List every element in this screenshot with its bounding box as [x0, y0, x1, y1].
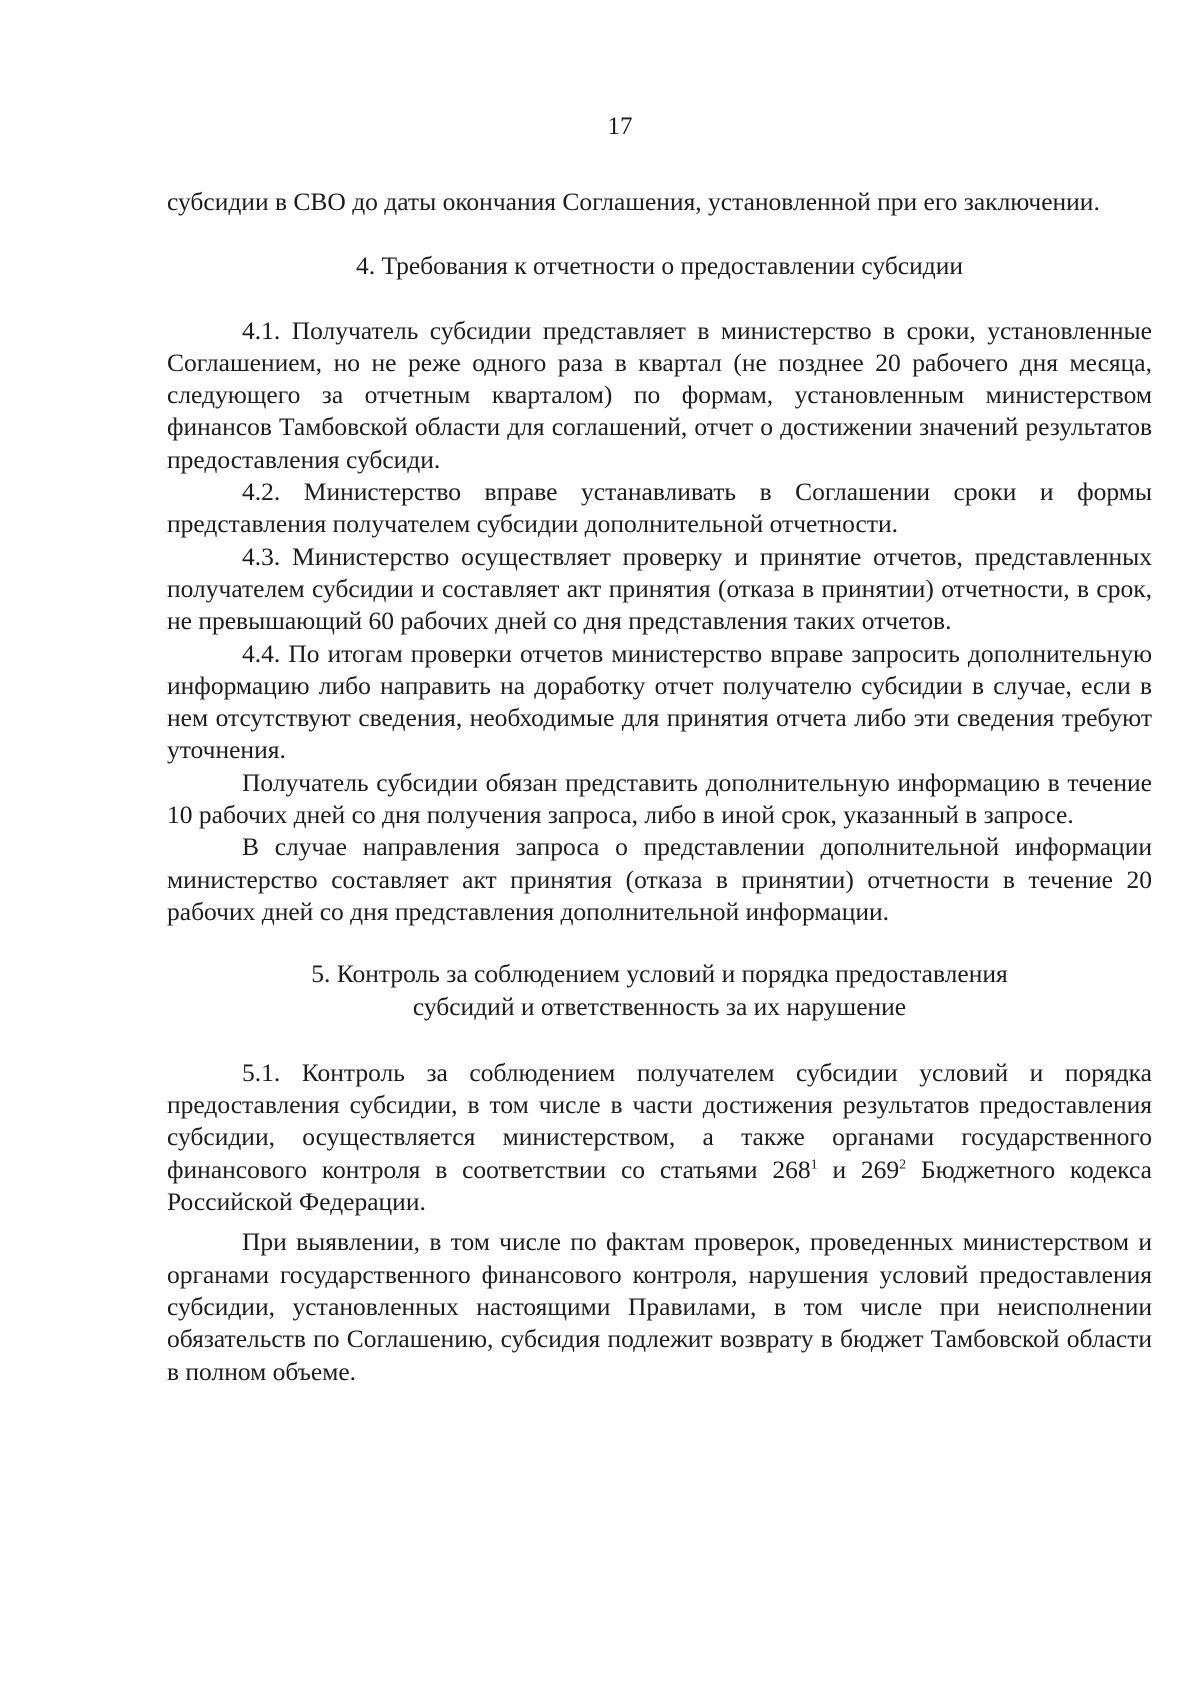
section-heading-5-line1: 5. Контроль за соблюдением условий и порядка предоставления	[311, 959, 1008, 989]
paragraph-4-4-additional: Получатель субсидии обязан представить дополнительную информацию в течение 10 рабочих дней со дня получения запроса, либо в иной срок, указанный в запросе.	[167, 767, 1152, 830]
paragraph-4-4: 4.4. По итогам проверки отчетов министерство вправе запросить дополнительную информацию либо направить на доработку отчет получателю субсидии в случае, если в нем отсутствуют сведения, необходимые для принятия отчета либо эти сведения требуют уточнения.	[167, 638, 1152, 765]
paragraph-4-1: 4.1. Получатель субсидии представляет в министерство в сроки, установленные Соглашением, но не реже одного раза в квартал (не позднее 20 рабочего дня месяца, следующего за отчетным кварталом) по формам, установленным министерством финансов Тамбовской области для соглашений, отчет о достижении значений результатов предоставления субсиди.	[167, 315, 1152, 474]
page-number: 17	[607, 113, 633, 140]
paragraph-5-1-text: 5.1. Контроль за соблюдением получателем субсидии условий и порядка предоставления субсидии, в том числе в части достижения результатов предоставления субсидии, осуществляется министерством, а также органами государственного финансового контроля в соответствии со статьями 268	[167, 1057, 1152, 1184]
paragraph-4-4-request: В случае направления запроса о представлении дополнительной информации министерство составляет акт принятия (отказа в принятии) отчетности в течение 20 рабочих дней со дня представления дополнительной информации.	[167, 832, 1152, 926]
superscript-2: 2	[899, 1157, 907, 1173]
paragraph-4-3: 4.3. Министерство осуществляет проверку и принятие отчетов, представленных получателем субсидии и составляет акт принятия (отказа в принятии) отчетности, в срок, не превышающий 60 рабочих дней со дня представления таких отчетов.	[167, 541, 1152, 636]
paragraph-intro: субсидии в СВО до даты окончания Соглашения, установленной при его заключении.	[167, 187, 1100, 216]
paragraph-5-1-mid: и 269	[817, 1154, 900, 1184]
paragraph-5-1	[167, 1057, 1152, 1218]
paragraph-4-2: 4.2. Министерство вправе устанавливать в Соглашении сроки и формы представления получателем субсидии дополнительной отчетности.	[167, 477, 1152, 539]
section-heading-5	[167, 958, 1152, 1023]
paragraph-5-1-end: Бюджетного кодекса Российской Федерации.	[167, 1154, 1152, 1217]
paragraph-5-1-violations: При выявлении, в том числе по фактам проверок, проведенных министерством и органами государственного финансового контроля, нарушения условий предоставления субсидии, установленных настоящими Правилами, в том числе при неисполнении обязательств по Соглашению, субсидия подлежит возврату в бюджет Тамбовской области в полном объеме.	[167, 1227, 1152, 1386]
superscript-1: 1	[810, 1157, 818, 1173]
document-body	[167, 186, 1152, 1388]
section-heading-5-line2: субсидий и ответственность за их нарушение	[412, 991, 907, 1021]
section-heading-4: 4. Требования к отчетности о предоставлении субсидии	[355, 251, 964, 281]
